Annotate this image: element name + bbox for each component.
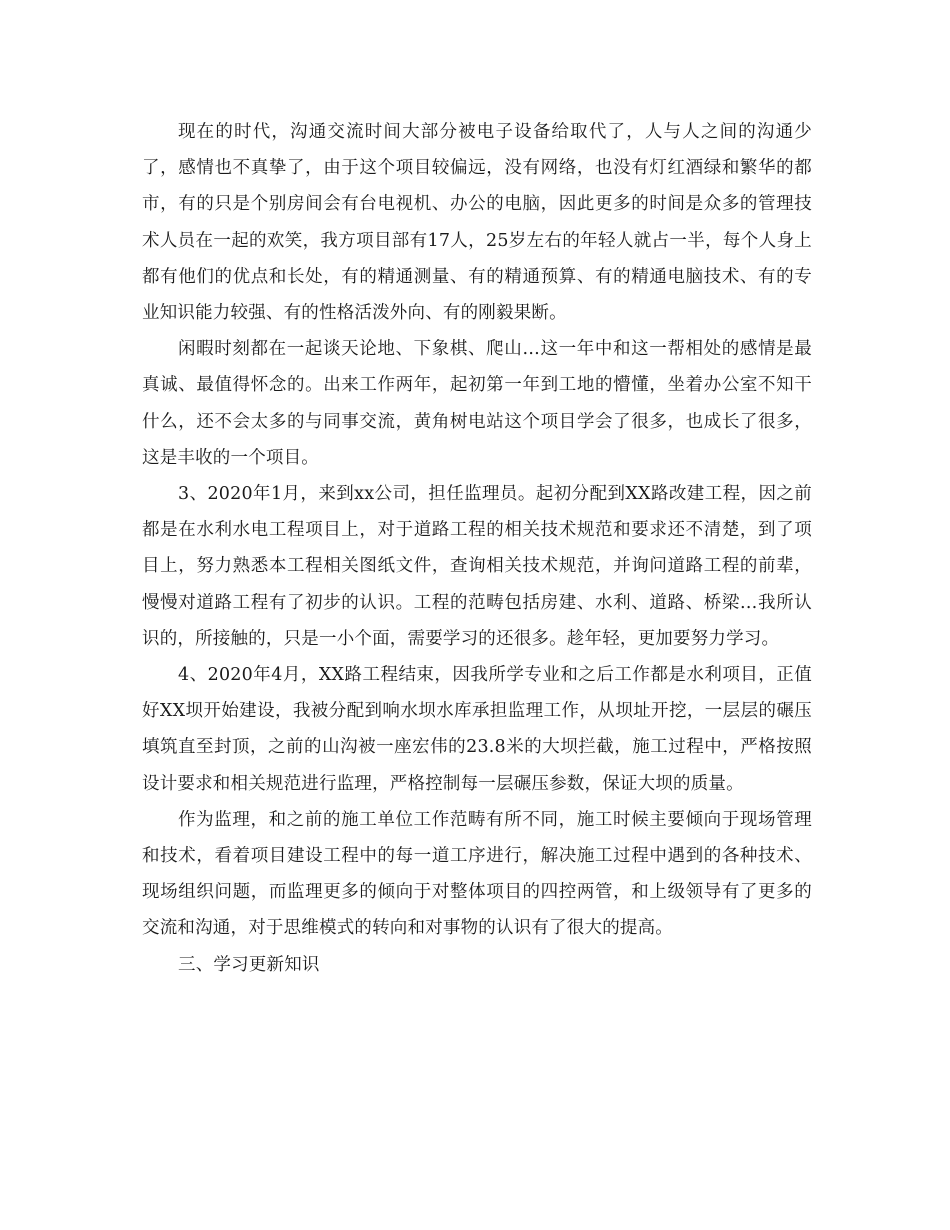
section-heading: 三、学习更新知识 [178, 954, 320, 975]
document-body [142, 114, 812, 983]
paragraph-leisure: 闲暇时刻都在一起谈天论地、下象棋、爬山…这一年中和这一帮相处的感情是最真诚、最值得怀念的。出来工作两年，起初第一年到工地的懵懂，坐着办公室不知干什么，还不会太多的与同事交流，黄角树电站这个项目学会了很多，也成长了很多，这是丰收的一个项目。 [142, 339, 812, 468]
paragraph-supervision-role: 作为监理，和之前的施工单位工作范畴有所不同，施工时候主要倾向于现场管理和技术，看着项目建设工程中的每一道工序进行，解决施工过程中遇到的各种技术、现场组织问题，而监理更多的倾向于对整体项目的四控两管，和上级领导有了更多的交流和沟通，对于思维模式的转向和对事物的认识有了很大的提高。 [142, 809, 812, 939]
paragraph-dam-project: 4、2020年4月，XX路工程结束，因我所学专业和之后工作都是水利项目，正值好XX坝开始建设，我被分配到响水坝水库承担监理工作，从坝址开挖，一层层的碾压填筑直至封顶，之前的山沟被一座宏伟的23.8米的大坝拦截，施工过程中，严格按照设计要求和相关规范进行监理，严格控制每一层碾压参数，保证大坝的质量。 [142, 665, 812, 794]
paragraph-road-project: 3、2020年1月，来到xx公司，担任监理员。起初分配到XX路改建工程，因之前都是在水利水电工程项目上，对于道路工程的相关技术规范和要求还不清楚，到了项目上，努力熟悉本工程相关图纸文件，查询相关技术规范，并询问道路工程的前辈，慢慢对道路工程有了初步的认识。工程的范畴包括房建、水利、道路、桥梁…我所认识的，所接触的，只是一小个面，需要学习的还很多。趁年轻，更加要努力学习。 [142, 484, 812, 649]
paragraph-communication: 现在的时代，沟通交流时间大部分被电子设备给取代了，人与人之间的沟通少了，感情也不真挚了，由于这个项目较偏远，没有网络，也没有灯红酒绿和繁华的都市，有的只是个别房间会有台电视机、办公的电脑，因此更多的时间是众多的管理技术人员在一起的欢笑，我方项目部有17人，25岁左右的年轻人就占一半，每个人身上都有他们的优点和长处，有的精通测量、有的精通预算、有的精通电脑技术、有的专业知识能力较强、有的性格活泼外向、有的刚毅果断。 [142, 122, 812, 324]
